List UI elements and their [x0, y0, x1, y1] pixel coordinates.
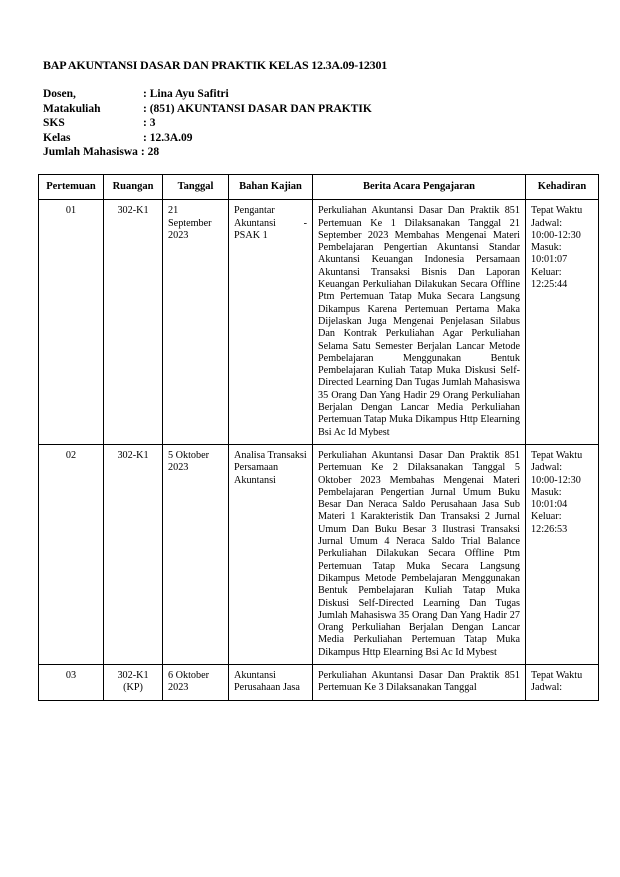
- cell-bahan-kajian: Akuntansi Perusahaan Jasa: [229, 664, 313, 700]
- cell-bahan-kajian: Pengantar Akuntansi - PSAK 1: [229, 200, 313, 445]
- page-title: BAP AKUNTANSI DASAR DAN PRAKTIK KELAS 12.3A.09-12301: [43, 58, 388, 72]
- info-value: : 3: [143, 117, 156, 129]
- kehadiran-status: Tepat Waktu: [531, 449, 583, 461]
- bap-table: [38, 174, 599, 701]
- cell-ruangan: 302-K1: [104, 200, 163, 445]
- cell-tanggal: 5 Oktober 2023: [163, 444, 229, 664]
- cell-berita-acara: Perkuliahan Akuntansi Dasar Dan Praktik 851 Pertemuan Ke 2 Dilaksanakan Tanggal 5 Oktober 2023 Membahas Mengenai Materi Pembelajaran Pengertian Jurnal Umum Buku Besar Dan Neraca Saldo Perusahaan Jasa Sub Materi 1 Karakteristik Dan Transaksi 2 Jurnal Umum Dan Buku Besar 3 Ilustrasi Transaksi Jurnal Umum 4 Neraca Saldo Trial Balance Perkuliahan Dilakukan Secara Offline Ptm Pertemuan Tatap Muka Secara Langsung Dikampus Metode Pembelajaran Menggunakan Bentuk Pembelajaran Kuliah Tatap Muka Diskusi Self-Directed Learning Dan Tugas Jumlah Mahasiswa 35 Orang Dan Yang Hadir 27 Orang Perkuliahan Berjalan Dengan Lancar Media Perkuliahan Pertemuan Tatap Muka Dikampus Http Elearning Bsi Ac Id Mybest: [313, 444, 526, 664]
- header-berita-acara: Berita Acara Pengajaran: [313, 175, 526, 200]
- kehadiran-jadwal-label: Jadwal:: [531, 682, 563, 694]
- cell-ruangan: 302-K1 (KP): [104, 664, 163, 700]
- info-jumlah-mahasiswa: [43, 145, 372, 160]
- cell-kehadiran: [526, 444, 599, 664]
- header-pertemuan: Pertemuan: [39, 175, 104, 200]
- cell-berita-acara: Perkuliahan Akuntansi Dasar Dan Praktik 851 Pertemuan Ke 1 Dilaksanakan Tanggal 21 September 2023 Membahas Mengenai Materi Pembelajaran Pengertian Akuntansi Standar Akuntansi Keuangan Indonesia Persamaan Akuntansi Transaksi Bisnis Dan Laporan Keuangan Perkuliahan Dilakukan Secara Offline Ptm Pertemuan Tatap Muka Secara Langsung Dikampus Karena Pertemuan Pertama Maka Dijelaskan Juga Mengenai Penjelasan Silabus Dan Kontrak Perkuliahan Agar Perkuliahan Selama Satu Semester Berjalan Lancar Metode Pembelajaran Menggunakan Bentuk Pembelajaran Kuliah Tatap Muka Diskusi Self-Directed Learning Dan Tugas Jumlah Mahasiswa 35 Orang Dan Yang Hadir 29 Orang Perkuliahan Berjalan Dengan Lancar Media Perkuliahan Pertemuan Tatap Muka Dikampus Http Elearning Bsi Ac Id Mybest: [313, 200, 526, 445]
- info-value: : 12.3A.09: [143, 131, 193, 144]
- kehadiran-keluar-label: Keluar:: [531, 511, 562, 523]
- info-sks: [43, 116, 372, 131]
- kehadiran-masuk-label: Masuk:: [531, 242, 562, 254]
- info-label: SKS: [43, 117, 65, 129]
- kehadiran-keluar-label: Keluar:: [531, 266, 562, 278]
- info-kelas: [43, 131, 372, 146]
- table-row: [39, 664, 599, 700]
- kehadiran-jadwal-value: 10:00-12:30: [531, 474, 581, 486]
- kehadiran-masuk-label: Masuk:: [531, 486, 562, 498]
- header-ruangan: Ruangan: [104, 175, 163, 200]
- cell-tanggal: 6 Oktober 2023: [163, 664, 229, 700]
- info-value: : Lina Ayu Safitri: [143, 88, 229, 100]
- kehadiran-status: Tepat Waktu: [531, 669, 583, 681]
- table-row: [39, 444, 599, 664]
- cell-berita-acara: Perkuliahan Akuntansi Dasar Dan Praktik 851 Pertemuan Ke 3 Dilaksanakan Tanggal: [313, 664, 526, 700]
- cell-pertemuan: 02: [39, 444, 104, 664]
- kehadiran-masuk-value: 10:01:04: [531, 499, 568, 511]
- cell-kehadiran: [526, 200, 599, 445]
- cell-pertemuan: 01: [39, 200, 104, 445]
- info-dosen: [43, 87, 372, 102]
- header-kehadiran: Kehadiran: [526, 175, 599, 200]
- table-header-row: [39, 175, 599, 200]
- info-label: Kelas: [43, 131, 71, 144]
- cell-kehadiran: [526, 664, 599, 700]
- table-row: [39, 200, 599, 445]
- cell-pertemuan: 03: [39, 664, 104, 700]
- kehadiran-status: Tepat Waktu: [531, 205, 583, 217]
- cell-ruangan: 302-K1: [104, 444, 163, 664]
- info-value: : 28: [140, 146, 160, 158]
- kehadiran-jadwal-label: Jadwal:: [531, 217, 563, 229]
- course-info: [43, 87, 372, 160]
- cell-bahan-kajian: Analisa Transaksi Persamaan Akuntansi: [229, 444, 313, 664]
- info-label: Matakuliah: [43, 102, 101, 115]
- info-matakuliah: [43, 102, 372, 117]
- header-tanggal: Tanggal: [163, 175, 229, 200]
- header-bahan-kajian: Bahan Kajian: [229, 175, 313, 200]
- info-label: Dosen,: [43, 88, 76, 100]
- cell-tanggal: 21 September 2023: [163, 200, 229, 445]
- kehadiran-jadwal-label: Jadwal:: [531, 462, 563, 474]
- kehadiran-masuk-value: 10:01:07: [531, 254, 568, 266]
- info-value: : (851) AKUNTANSI DASAR DAN PRAKTIK: [143, 102, 372, 115]
- info-label: Jumlah Mahasiswa: [43, 146, 138, 158]
- kehadiran-jadwal-value: 10:00-12:30: [531, 229, 581, 241]
- kehadiran-keluar-value: 12:26:53: [531, 523, 568, 535]
- kehadiran-keluar-value: 12:25:44: [531, 279, 568, 291]
